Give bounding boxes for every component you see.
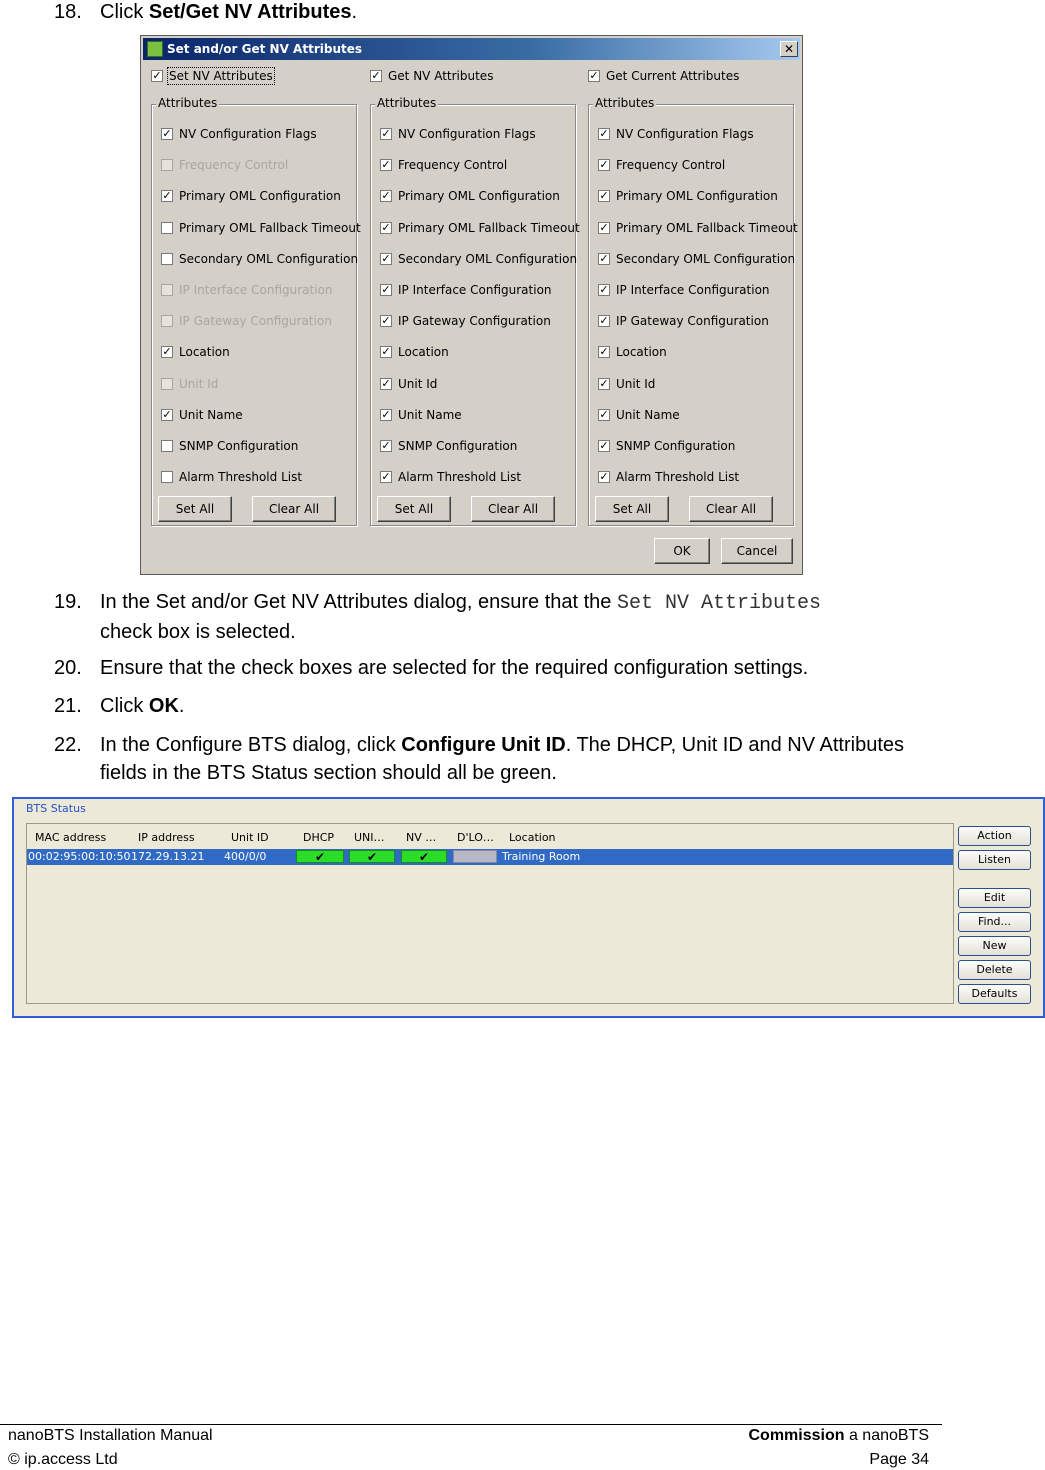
checkbox-icon[interactable]: ✓ [381, 314, 391, 328]
checkbox-label: Unit Name [616, 407, 680, 422]
checkbox-label: Location [398, 345, 449, 360]
footer-doc-title: nanoBTS Installation Manual [8, 1427, 213, 1444]
clear-all-button[interactable]: Clear All [471, 496, 555, 522]
checkbox-unit-name[interactable] [598, 408, 680, 422]
checkbox-label: IP Interface Configuration [616, 283, 770, 297]
checkbox-ip-gateway-configuration [161, 314, 332, 328]
column-header[interactable]: MAC address [35, 831, 107, 844]
checkbox-location[interactable] [598, 345, 667, 359]
step-number: 19. [54, 591, 82, 613]
checkbox-label: Primary OML Fallback Timeout [398, 220, 580, 235]
checkbox-frequency-control [161, 158, 288, 172]
code-text: Set NV Attributes [616, 592, 822, 615]
checkbox-label: SNMP Configuration [616, 439, 736, 453]
checkbox-ip-interface-configuration[interactable] [598, 283, 770, 297]
bts-status-panel [12, 797, 1045, 1018]
get-nv-attributes-checkbox[interactable] [370, 69, 493, 83]
checkbox-primary-oml-configuration[interactable] [598, 189, 778, 203]
step-number: 20. [54, 657, 82, 679]
footer-section: Commission a nanoBTS [748, 1427, 929, 1444]
checkbox-icon[interactable]: ✓ [599, 251, 609, 265]
delete-button[interactable]: Delete [958, 960, 1031, 980]
checkbox-icon[interactable]: ✓ [162, 345, 172, 359]
checkbox-icon[interactable]: ✓ [599, 376, 609, 390]
location-cell: Training Room [502, 850, 581, 863]
step-number: 18. [54, 1, 82, 23]
checkbox-icon[interactable]: ✓ [381, 407, 391, 421]
checkbox-icon[interactable]: ✓ [162, 189, 172, 203]
checkbox-label: Unit Id [179, 376, 219, 391]
checkbox-primary-oml-fallback-timeout[interactable] [380, 221, 580, 235]
checkbox-icon[interactable]: ✓ [381, 283, 391, 296]
checkbox-primary-oml-configuration[interactable] [161, 189, 341, 203]
get-attributes-group [370, 96, 580, 526]
checkbox-icon[interactable]: ✓ [599, 470, 609, 484]
checkbox-icon[interactable]: ✓ [599, 189, 609, 203]
download-status-cell [453, 850, 497, 863]
checkbox-icon[interactable]: ✓ [589, 69, 599, 82]
footer-copyright: © ip.access Ltd [8, 1451, 118, 1468]
step-21: 21. Click OK. [54, 692, 100, 720]
checkbox-secondary-oml-configuration[interactable] [380, 252, 577, 266]
set-all-button[interactable]: Set All [595, 496, 669, 522]
checkbox-label: Primary OML Fallback Timeout [616, 220, 798, 235]
set-all-button[interactable]: Set All [158, 496, 232, 522]
checkbox-icon[interactable]: ✓ [381, 345, 391, 359]
checkbox-snmp-configuration[interactable] [598, 439, 735, 453]
checkbox-primary-oml-fallback-timeout[interactable] [598, 221, 798, 235]
checkbox-label: NV Configuration Flags [398, 127, 536, 141]
checkbox-label: Secondary OML Configuration [179, 251, 359, 266]
checkbox-alarm-threshold-list[interactable] [598, 470, 739, 484]
checkbox-label: Alarm Threshold List [179, 470, 303, 485]
checkbox-icon[interactable]: ✓ [381, 439, 391, 452]
checkbox-icon[interactable]: ✓ [381, 251, 391, 265]
checkbox-label: IP Interface Configuration [179, 283, 333, 297]
edit-button[interactable]: Edit [958, 888, 1031, 908]
checkbox-ip-gateway-configuration[interactable] [598, 314, 769, 328]
action-button[interactable]: Action [958, 826, 1031, 846]
checkbox-frequency-control[interactable] [380, 158, 507, 172]
checkbox-nv-configuration-flags[interactable] [380, 127, 536, 141]
checkbox-icon[interactable]: ✓ [599, 439, 609, 452]
column-header[interactable]: UNI… [354, 831, 385, 844]
checkbox-label: Frequency Control [179, 158, 289, 173]
bts-status-title: BTS Status [26, 802, 86, 815]
column-header[interactable]: Location [509, 831, 556, 844]
step-number: 22. [54, 734, 82, 756]
checkbox-label: NV Configuration Flags [179, 127, 317, 141]
current-attributes-group [588, 96, 798, 526]
step-bold: Configure Unit ID [401, 734, 566, 756]
step-18: 18. Click Set/Get NV Attributes. [54, 0, 100, 26]
checkbox-ip-gateway-configuration[interactable] [380, 314, 551, 328]
checkbox-label: IP Gateway Configuration [398, 314, 551, 329]
footer-page-number: Page 34 [869, 1451, 929, 1468]
checkbox-icon[interactable]: ✓ [381, 127, 391, 140]
checkbox-icon[interactable]: ✓ [381, 220, 391, 234]
checkbox-icon [161, 315, 173, 327]
group-title: Attributes [595, 96, 655, 110]
unit-id-ok-cell: ✔ [349, 850, 395, 863]
checkbox-alarm-threshold-list[interactable] [380, 470, 521, 484]
checkbox-label: Primary OML Configuration [179, 189, 341, 204]
checkbox-label: Primary OML Configuration [616, 189, 778, 204]
cancel-button[interactable]: Cancel [721, 538, 793, 564]
checkbox-nv-configuration-flags[interactable] [598, 127, 754, 141]
dialog-title: Set and/or Get NV Attributes [167, 42, 362, 56]
clear-all-button[interactable]: Clear All [252, 496, 336, 522]
checkbox-nv-configuration-flags[interactable] [161, 127, 317, 141]
checkbox-icon [161, 159, 173, 171]
checkbox-label: Unit Name [398, 407, 462, 422]
mac-cell: 00:02:95:00:10:50 [28, 850, 131, 863]
checkbox-icon [161, 284, 173, 296]
checkbox-label: Alarm Threshold List [398, 470, 522, 485]
checkbox-icon[interactable]: ✓ [381, 470, 391, 484]
checkbox-icon[interactable]: ✓ [599, 345, 609, 359]
checkbox-label: Frequency Control [616, 158, 726, 173]
column-header[interactable]: IP address [138, 831, 195, 844]
ip-cell: 172.29.13.21 [131, 850, 205, 863]
checkbox-label: Unit Name [179, 407, 243, 422]
checkbox-secondary-oml-configuration[interactable] [161, 252, 358, 266]
checkbox-icon[interactable]: ✓ [162, 407, 172, 421]
set-all-button[interactable]: Set All [377, 496, 451, 522]
checkbox-label: Secondary OML Configuration [398, 251, 578, 266]
checkbox-icon[interactable] [161, 253, 173, 265]
column-header[interactable]: NV … [406, 831, 437, 844]
checkbox-icon[interactable]: ✓ [599, 220, 609, 234]
checkbox-icon[interactable]: ✓ [381, 158, 391, 172]
checkbox-label: IP Gateway Configuration [179, 314, 332, 329]
checkbox-label: Location [616, 345, 667, 360]
checkbox-unit-name[interactable] [161, 408, 243, 422]
checkbox-icon[interactable] [161, 440, 173, 452]
checkbox-label: Get NV Attributes [388, 69, 494, 83]
group-title: Attributes [158, 96, 218, 110]
checkbox-location[interactable] [161, 345, 230, 359]
set-attributes-group [151, 96, 361, 526]
checkbox-snmp-configuration[interactable] [380, 439, 517, 453]
checkbox-label: IP Interface Configuration [398, 283, 552, 297]
checkbox-icon[interactable]: ✓ [599, 314, 609, 328]
step-19: 19. In the Set and/or Get NV Attributes dialog, ensure that the Set NV Attributes check box is selected. [54, 588, 100, 644]
checkbox-label: Secondary OML Configuration [616, 251, 796, 266]
checkbox-icon[interactable]: ✓ [599, 158, 609, 172]
checkbox-label: Location [179, 345, 230, 360]
checkbox-label: NV Configuration Flags [616, 127, 754, 141]
checkbox-location[interactable] [380, 345, 449, 359]
clear-all-button[interactable]: Clear All [689, 496, 773, 522]
checkbox-label: Unit Id [398, 376, 438, 391]
step-20: 20. Ensure that the check boxes are selected for the required configuration settings. [54, 654, 100, 682]
checkbox-ip-interface-configuration[interactable] [380, 283, 552, 297]
checkbox-ip-interface-configuration [161, 283, 333, 297]
checkbox-label: Primary OML Fallback Timeout [179, 220, 361, 235]
checkbox-icon[interactable]: ✓ [381, 189, 391, 203]
step-bold: OK [148, 695, 179, 717]
checkbox-frequency-control[interactable] [598, 158, 725, 172]
checkbox-icon[interactable] [161, 222, 173, 234]
checkbox-label: Frequency Control [398, 158, 508, 173]
group-title: Attributes [377, 96, 437, 110]
bts-table [26, 823, 954, 1004]
column-header[interactable]: Unit ID [231, 831, 269, 844]
checkbox-label: SNMP Configuration [398, 439, 518, 453]
defaults-button[interactable]: Defaults [958, 984, 1031, 1004]
dialog-titlebar [143, 38, 800, 60]
footer-divider [0, 1424, 942, 1425]
checkbox-icon[interactable]: ✓ [599, 127, 609, 140]
checkbox-icon[interactable]: ✓ [381, 376, 391, 390]
checkbox-icon [161, 378, 173, 390]
checkbox-icon[interactable]: ✓ [599, 407, 609, 421]
step-number: 21. [54, 695, 82, 717]
checkbox-alarm-threshold-list[interactable] [161, 470, 302, 484]
checkbox-unit-id[interactable] [598, 377, 655, 391]
checkbox-unit-name[interactable] [380, 408, 462, 422]
step-bold: Set/Get NV Attributes [148, 1, 352, 23]
column-header[interactable]: DHCP [303, 831, 335, 844]
new-button[interactable]: New [958, 936, 1031, 956]
table-row[interactable] [27, 849, 953, 865]
checkbox-primary-oml-configuration[interactable] [380, 189, 560, 203]
checkbox-icon[interactable]: ✓ [371, 69, 381, 82]
checkbox-primary-oml-fallback-timeout[interactable] [161, 221, 361, 235]
dhcp-ok-cell: ✔ [296, 850, 344, 863]
set-nv-attributes-checkbox[interactable] [151, 69, 273, 83]
checkbox-label: IP Gateway Configuration [616, 314, 769, 329]
checkbox-unit-id [161, 377, 218, 391]
app-icon [147, 41, 163, 57]
checkbox-label: Primary OML Configuration [398, 189, 560, 204]
unit-id-cell: 400/0/0 [224, 850, 267, 863]
nv-attributes-dialog [140, 35, 803, 575]
checkbox-label: SNMP Configuration [179, 439, 299, 453]
listen-button[interactable]: Listen [958, 850, 1031, 870]
checkbox-label: Unit Id [616, 376, 656, 391]
checkbox-icon[interactable] [161, 471, 173, 483]
close-button[interactable]: ✕ [780, 41, 798, 57]
column-header[interactable]: D'LO… [457, 831, 494, 844]
checkbox-icon[interactable]: ✓ [162, 127, 172, 140]
step-22: 22. In the Configure BTS dialog, click Configure Unit ID. The DHCP, Unit ID and NV Attributes fields in the BTS Status section should all be green. [54, 731, 100, 787]
checkbox-label: Get Current Attributes [606, 69, 740, 83]
checkbox-icon[interactable]: ✓ [599, 283, 609, 296]
get-current-attributes-checkbox[interactable] [588, 69, 739, 83]
checkbox-icon[interactable]: ✓ [152, 69, 162, 82]
checkbox-label: Alarm Threshold List [616, 470, 740, 485]
ok-button[interactable]: OK [654, 538, 710, 564]
find-button[interactable]: Find... [958, 912, 1031, 932]
checkbox-snmp-configuration[interactable] [161, 439, 298, 453]
checkbox-label: Set NV Attributes [169, 69, 273, 83]
nv-ok-cell: ✔ [401, 850, 447, 863]
checkbox-unit-id[interactable] [380, 377, 437, 391]
checkbox-secondary-oml-configuration[interactable] [598, 252, 795, 266]
